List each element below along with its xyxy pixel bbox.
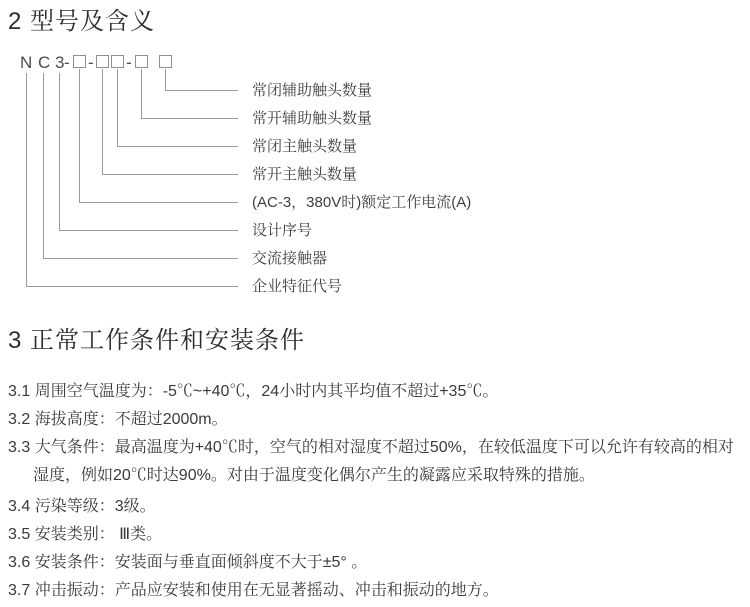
model-code-placeholder-box [135, 55, 148, 68]
callout-line [80, 69, 239, 203]
model-code-placeholder-box [96, 55, 109, 68]
model-code-dash: - [126, 53, 132, 72]
label-rated-current: (AC-3，380V时)额定工作电流(A) [252, 194, 472, 211]
condition-item-3-5: 3.5 安装类别： Ⅲ类。 [8, 526, 163, 543]
label-no-aux-contacts: 常开辅助触头数量 [252, 110, 373, 127]
condition-item-3-2: 3.2 海拔高度：不超过2000m。 [8, 411, 228, 428]
callout-line [142, 69, 239, 119]
condition-item-3-1: 3.1 周围空气温度为：-5℃~+40℃，24小时内其平均值不超过+35℃。 [8, 383, 499, 400]
callout-line [60, 73, 239, 231]
label-no-main-contacts: 常开主触头数量 [252, 166, 358, 183]
model-code-placeholder-box [73, 55, 86, 68]
label-ac-contactor: 交流接触器 [252, 250, 328, 267]
condition-item-3-3: 3.3 大气条件：最高温度为+40℃时，空气的相对湿度不超过50%，在较低温度下可以允许有较高的相对 [8, 439, 734, 456]
model-code-letter-n: N [20, 53, 33, 72]
label-nc-aux-contacts: 常闭辅助触头数量 [252, 82, 373, 99]
model-code-digit-3: 3 [55, 53, 65, 72]
callout-line [118, 69, 239, 147]
callout-line [27, 73, 239, 287]
model-code-dash: - [88, 53, 94, 72]
condition-item-3-4: 3.4 污染等级：3级。 [8, 498, 156, 515]
label-nc-main-contacts: 常闭主触头数量 [252, 138, 358, 155]
model-code-placeholder-box [159, 55, 172, 68]
condition-item-3-7: 3.7 冲击振动：产品应安装和使用在无显著摇动、冲击和振动的地方。 [8, 582, 499, 599]
model-code-placeholder-box [111, 55, 124, 68]
model-code-letter-c: C [38, 53, 51, 72]
callout-line [103, 69, 239, 175]
condition-item-3-3-cont: 湿度，例如20℃时达90%。对由于温度变化偶尔产生的凝露应采取特殊的措施。 [33, 467, 595, 484]
label-design-serial: 设计序号 [252, 222, 313, 239]
model-code-dash: - [64, 53, 70, 72]
section-3-title: 3 正常工作条件和安装条件 [8, 327, 306, 354]
label-enterprise-code: 企业特征代号 [252, 278, 343, 295]
section-2-title: 2 型号及含义 [8, 8, 156, 35]
condition-item-3-6: 3.6 安装条件：安装面与垂直面倾斜度不大于±5° 。 [8, 554, 368, 571]
callout-line [44, 73, 239, 259]
callout-line [166, 69, 239, 91]
